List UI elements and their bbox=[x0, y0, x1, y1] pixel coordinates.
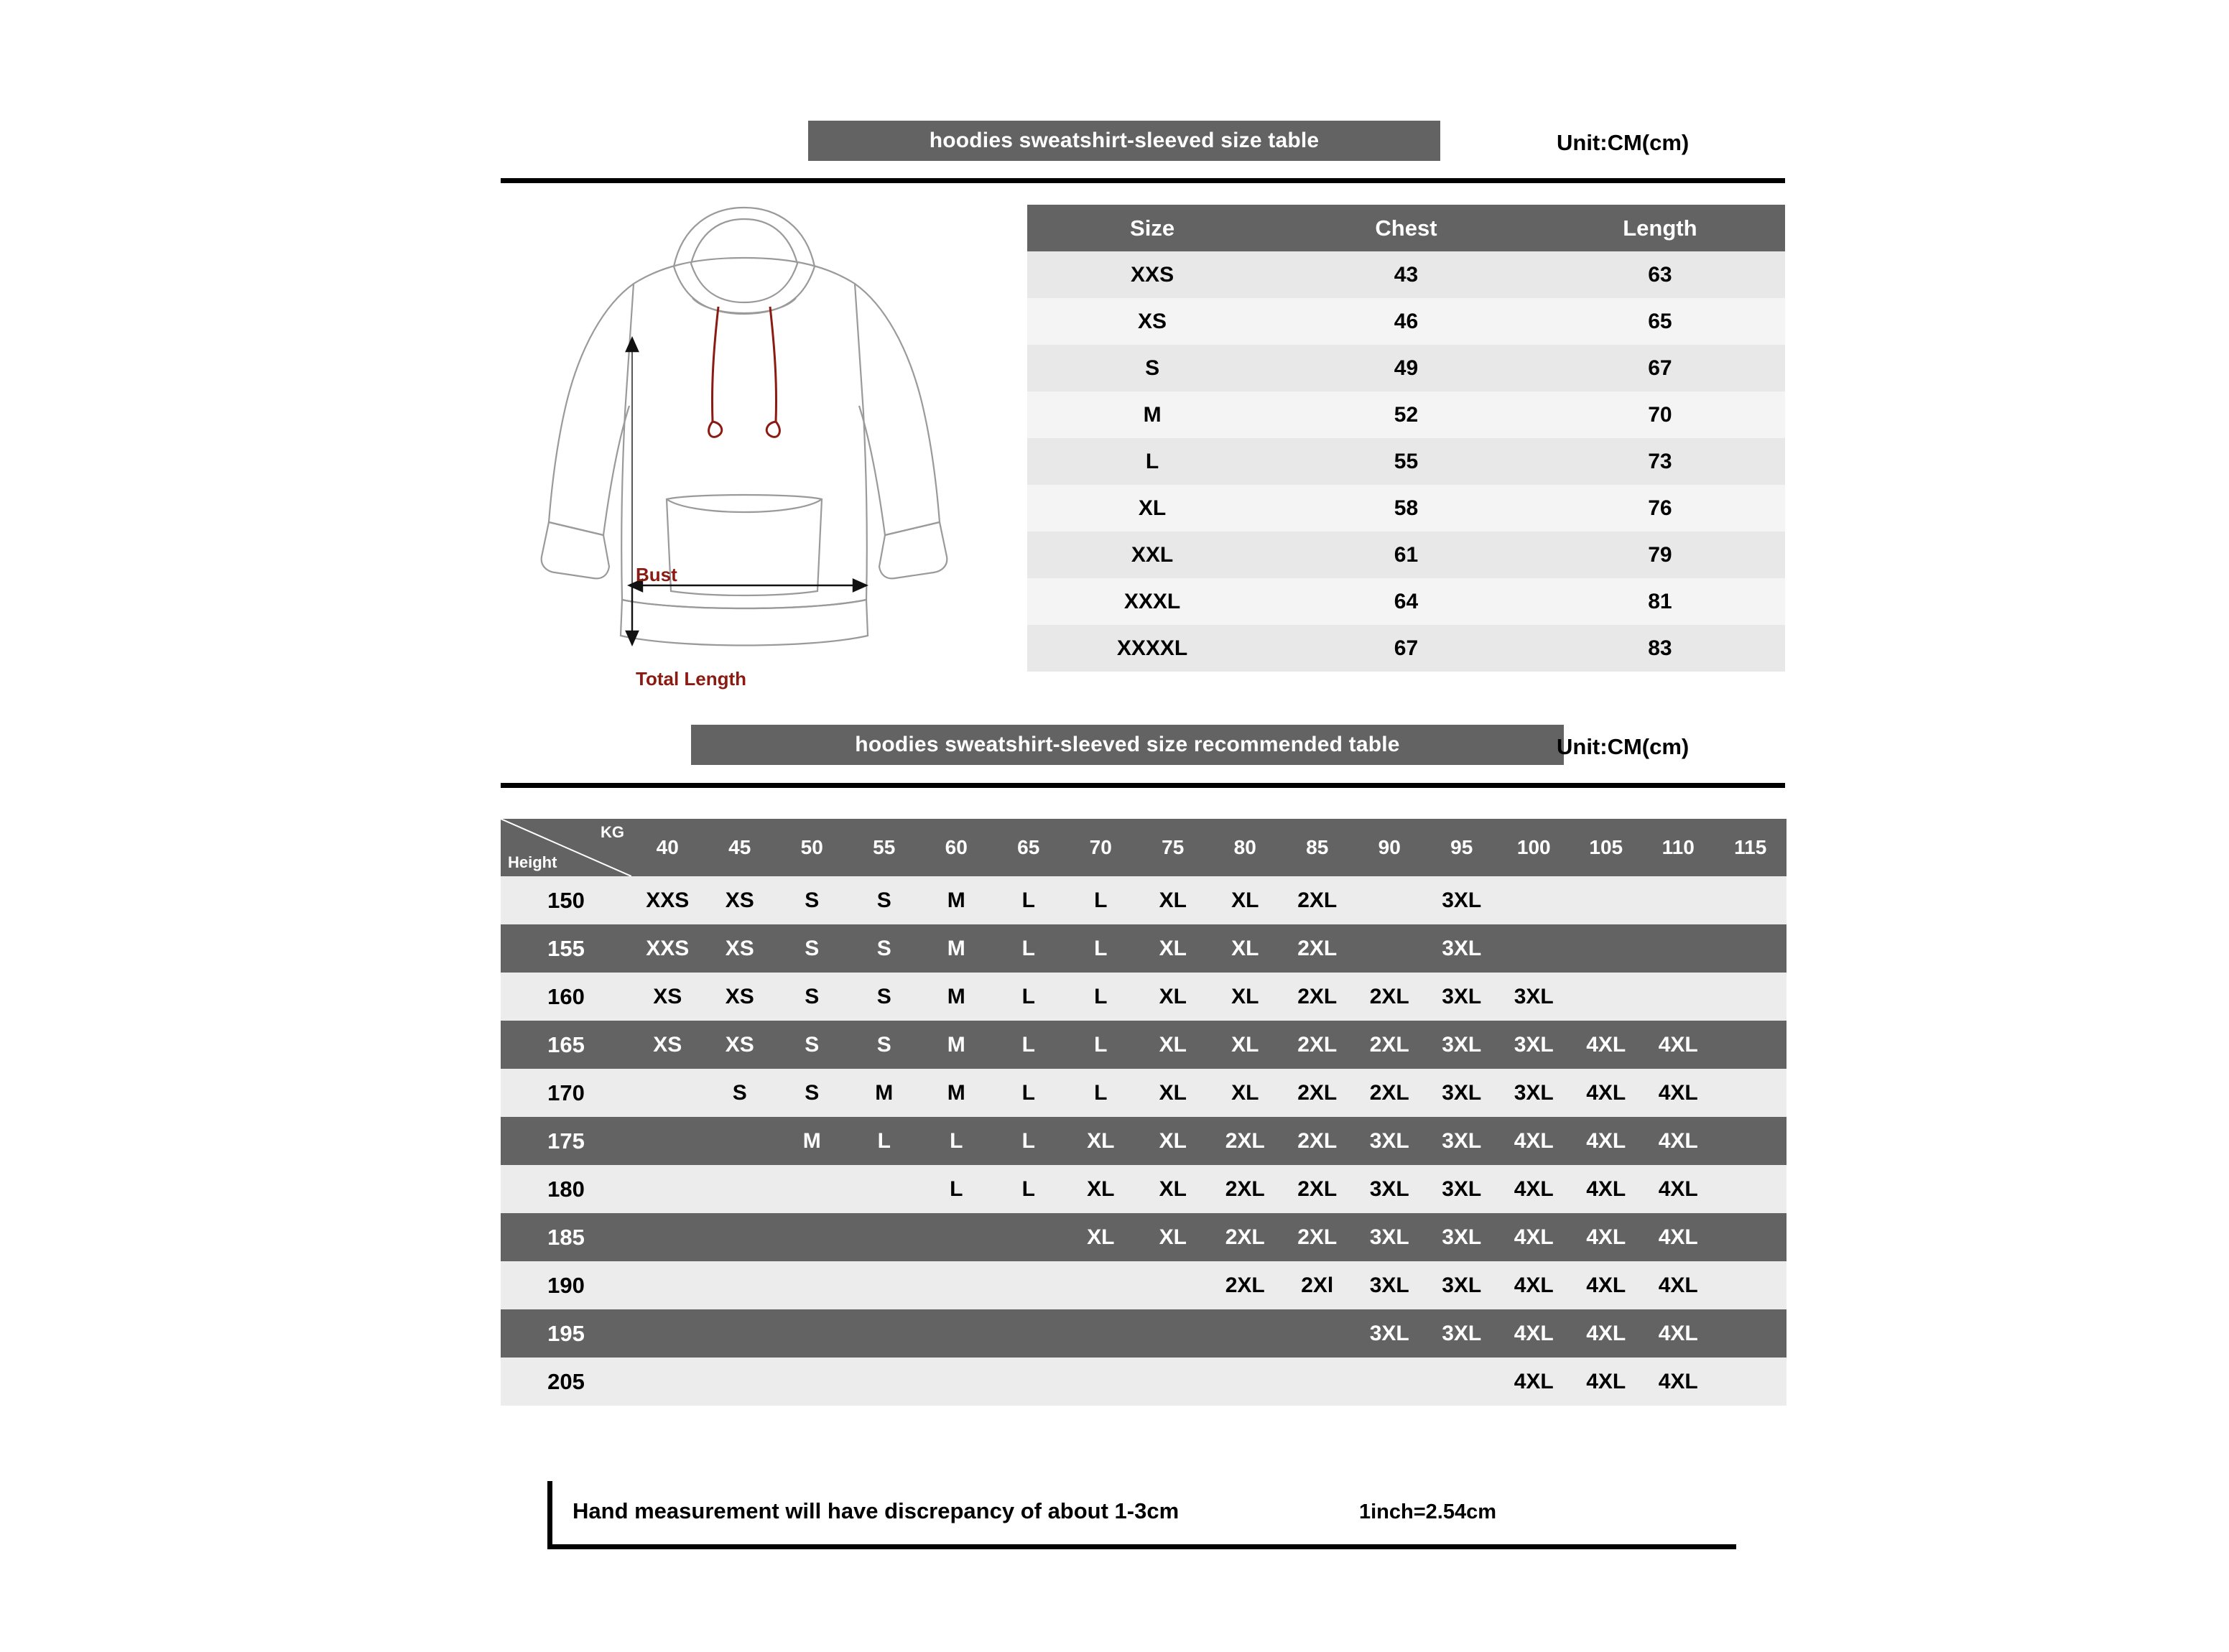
size-cell: XL bbox=[1137, 1165, 1210, 1213]
size-cell bbox=[704, 1117, 777, 1165]
height-cell: 185 bbox=[501, 1213, 631, 1261]
size-cell: 4XL bbox=[1570, 1021, 1643, 1069]
table-row bbox=[1027, 438, 1785, 485]
table-row bbox=[1027, 251, 1785, 298]
size-cell: L bbox=[920, 1117, 993, 1165]
length-cell: 67 bbox=[1535, 345, 1785, 391]
size-cell bbox=[704, 1309, 777, 1358]
size-cell: 3XL bbox=[1498, 1069, 1570, 1117]
size-cell: XL bbox=[1137, 1021, 1210, 1069]
size-cell: 2XL bbox=[1209, 1261, 1282, 1309]
weight-header: 85 bbox=[1282, 819, 1354, 876]
size-cell: L bbox=[920, 1165, 993, 1213]
weight-header: 40 bbox=[631, 819, 704, 876]
height-cell: 205 bbox=[501, 1358, 631, 1406]
size-cell bbox=[1715, 1309, 1787, 1358]
size-cell: 4XL bbox=[1642, 1021, 1715, 1069]
size-table-unit-label: Unit:CM(cm) bbox=[1557, 130, 1690, 155]
size-cell: XL bbox=[1065, 1165, 1137, 1213]
weight-header: 95 bbox=[1426, 819, 1498, 876]
length-cell: 63 bbox=[1535, 251, 1785, 298]
size-cell: XS bbox=[631, 973, 704, 1021]
size-cell bbox=[1570, 924, 1643, 973]
size-cell bbox=[848, 1309, 921, 1358]
size-cell: XS bbox=[1027, 298, 1277, 345]
size-cell bbox=[1498, 876, 1570, 924]
size-cell bbox=[1715, 1358, 1787, 1406]
table-row bbox=[1027, 485, 1785, 532]
size-cell: L bbox=[993, 876, 1065, 924]
chest-cell: 46 bbox=[1277, 298, 1535, 345]
corner-height-label: Height bbox=[508, 853, 557, 871]
size-cell: 4XL bbox=[1570, 1117, 1643, 1165]
weight-header: 105 bbox=[1570, 819, 1643, 876]
size-cell bbox=[1282, 1309, 1354, 1358]
rec-table-title: hoodies sweatshirt-sleeved size recommended table bbox=[855, 733, 1400, 756]
size-cell: S bbox=[848, 924, 921, 973]
size-cell bbox=[1715, 1069, 1787, 1117]
size-cell bbox=[704, 1165, 777, 1213]
weight-header: 55 bbox=[848, 819, 921, 876]
size-cell: 3XL bbox=[1498, 973, 1570, 1021]
size-cell bbox=[1137, 1261, 1210, 1309]
size-table-col-size: Size bbox=[1027, 205, 1277, 251]
size-cell bbox=[848, 1261, 921, 1309]
table-row bbox=[501, 1358, 1787, 1406]
height-cell: 170 bbox=[501, 1069, 631, 1117]
length-cell: 83 bbox=[1535, 625, 1785, 672]
size-cell bbox=[776, 1309, 848, 1358]
size-cell: 4XL bbox=[1498, 1117, 1570, 1165]
weight-header: 70 bbox=[1065, 819, 1137, 876]
size-cell: 4XL bbox=[1642, 1117, 1715, 1165]
rec-table-title-bar bbox=[691, 725, 1564, 765]
size-cell bbox=[631, 1309, 704, 1358]
size-cell: 2XL bbox=[1282, 973, 1354, 1021]
size-cell bbox=[848, 1358, 921, 1406]
size-cell bbox=[1715, 1261, 1787, 1309]
size-cell: 4XL bbox=[1642, 1213, 1715, 1261]
table-row bbox=[501, 1165, 1787, 1213]
weight-header: 45 bbox=[704, 819, 777, 876]
size-cell: 3XL bbox=[1426, 1309, 1498, 1358]
table-row bbox=[1027, 298, 1785, 345]
size-cell bbox=[704, 1261, 777, 1309]
size-cell bbox=[1065, 1261, 1137, 1309]
table-row bbox=[1027, 532, 1785, 578]
size-cell: 4XL bbox=[1642, 1309, 1715, 1358]
size-cell: 3XL bbox=[1353, 1165, 1426, 1213]
height-cell: 150 bbox=[501, 876, 631, 924]
table-row bbox=[1027, 345, 1785, 391]
size-cell: 4XL bbox=[1642, 1069, 1715, 1117]
size-cell: 4XL bbox=[1570, 1069, 1643, 1117]
size-cell: XL bbox=[1209, 1021, 1282, 1069]
size-cell bbox=[776, 1165, 848, 1213]
size-cell: XL bbox=[1027, 485, 1277, 532]
size-cell: M bbox=[1027, 391, 1277, 438]
size-cell: 3XL bbox=[1426, 1117, 1498, 1165]
size-cell: M bbox=[920, 1069, 993, 1117]
hoodie-drawing bbox=[496, 198, 1006, 700]
footer-left-rule bbox=[547, 1481, 552, 1549]
size-cell bbox=[1715, 876, 1787, 924]
table-row bbox=[1027, 578, 1785, 625]
size-cell: L bbox=[993, 1021, 1065, 1069]
size-cell: XS bbox=[631, 1021, 704, 1069]
size-cell: 3XL bbox=[1426, 1213, 1498, 1261]
size-cell: L bbox=[1065, 1069, 1137, 1117]
hoodie-illustration bbox=[496, 198, 1006, 700]
size-cell: L bbox=[993, 973, 1065, 1021]
size-cell: XL bbox=[1137, 1117, 1210, 1165]
size-cell: L bbox=[848, 1117, 921, 1165]
size-cell: L bbox=[1065, 1021, 1137, 1069]
size-cell bbox=[1715, 1021, 1787, 1069]
size-cell bbox=[631, 1213, 704, 1261]
size-table-title: hoodies sweatshirt-sleeved size table bbox=[929, 129, 1320, 152]
size-cell: M bbox=[776, 1117, 848, 1165]
size-cell: 3XL bbox=[1353, 1213, 1426, 1261]
size-cell: 4XL bbox=[1642, 1358, 1715, 1406]
size-cell bbox=[631, 1261, 704, 1309]
size-cell: 4XL bbox=[1570, 1213, 1643, 1261]
height-cell: 175 bbox=[501, 1117, 631, 1165]
size-cell: XXXXL bbox=[1027, 625, 1277, 672]
size-cell: XL bbox=[1209, 876, 1282, 924]
size-cell bbox=[1498, 924, 1570, 973]
footer-bottom-rule bbox=[547, 1544, 1736, 1549]
table-row bbox=[501, 973, 1787, 1021]
size-cell bbox=[776, 1213, 848, 1261]
weight-header: 75 bbox=[1137, 819, 1210, 876]
size-cell: 2XL bbox=[1353, 1021, 1426, 1069]
size-cell bbox=[776, 1358, 848, 1406]
size-cell: 4XL bbox=[1642, 1165, 1715, 1213]
height-cell: 195 bbox=[501, 1309, 631, 1358]
size-cell: XXL bbox=[1027, 532, 1277, 578]
chest-cell: 52 bbox=[1277, 391, 1535, 438]
table-row bbox=[501, 876, 1787, 924]
divider-top bbox=[501, 178, 1785, 183]
size-cell: 2XL bbox=[1282, 876, 1354, 924]
weight-header: 90 bbox=[1353, 819, 1426, 876]
table-row bbox=[501, 1309, 1787, 1358]
footer-note bbox=[547, 1481, 1736, 1549]
size-cell: XL bbox=[1137, 876, 1210, 924]
size-cell bbox=[1642, 973, 1715, 1021]
size-cell: 2XL bbox=[1209, 1165, 1282, 1213]
size-cell: 2XL bbox=[1209, 1213, 1282, 1261]
size-cell bbox=[631, 1117, 704, 1165]
size-cell bbox=[993, 1358, 1065, 1406]
size-cell: M bbox=[920, 876, 993, 924]
size-cell bbox=[848, 1165, 921, 1213]
rec-table-unit-label: Unit:CM(cm) bbox=[1557, 734, 1690, 759]
height-cell: 190 bbox=[501, 1261, 631, 1309]
weight-header: 100 bbox=[1498, 819, 1570, 876]
weight-header: 115 bbox=[1715, 819, 1787, 876]
table-row bbox=[501, 1213, 1787, 1261]
size-cell bbox=[920, 1261, 993, 1309]
size-cell: 2XL bbox=[1282, 1165, 1354, 1213]
size-cell: XL bbox=[1137, 1213, 1210, 1261]
size-cell: 3XL bbox=[1353, 1117, 1426, 1165]
size-cell bbox=[776, 1261, 848, 1309]
size-cell: XXS bbox=[631, 876, 704, 924]
size-cell: XXS bbox=[1027, 251, 1277, 298]
size-cell bbox=[1642, 876, 1715, 924]
size-cell: L bbox=[993, 1069, 1065, 1117]
size-cell bbox=[993, 1213, 1065, 1261]
size-cell bbox=[631, 1165, 704, 1213]
size-cell: S bbox=[776, 876, 848, 924]
height-cell: 180 bbox=[501, 1165, 631, 1213]
size-cell: 3XL bbox=[1353, 1261, 1426, 1309]
size-table-title-bar bbox=[808, 121, 1440, 161]
size-cell: 2XL bbox=[1282, 1117, 1354, 1165]
size-cell: 3XL bbox=[1426, 1165, 1498, 1213]
size-cell: 2XL bbox=[1353, 1069, 1426, 1117]
table-row bbox=[1027, 391, 1785, 438]
size-table-col-length: Length bbox=[1535, 205, 1785, 251]
weight-header: 60 bbox=[920, 819, 993, 876]
size-cell: XS bbox=[704, 924, 777, 973]
size-cell: 4XL bbox=[1570, 1261, 1643, 1309]
footer-conversion-text: 1inch=2.54cm bbox=[1359, 1500, 1497, 1523]
size-cell: 4XL bbox=[1498, 1261, 1570, 1309]
size-cell bbox=[993, 1309, 1065, 1358]
corner-kg-label: KG bbox=[601, 823, 624, 841]
chest-cell: 55 bbox=[1277, 438, 1535, 485]
rec-table-corner-cell bbox=[501, 819, 631, 876]
recommended-size-table bbox=[501, 819, 1787, 1406]
size-cell: S bbox=[1027, 345, 1277, 391]
chest-cell: 58 bbox=[1277, 485, 1535, 532]
table-row bbox=[501, 924, 1787, 973]
length-cell: 65 bbox=[1535, 298, 1785, 345]
length-cell: 76 bbox=[1535, 485, 1785, 532]
footer-note-text: Hand measurement will have discrepancy of about 1-3cm bbox=[573, 1498, 1180, 1523]
weight-header: 110 bbox=[1642, 819, 1715, 876]
bust-label: Bust bbox=[636, 564, 677, 585]
size-cell: S bbox=[776, 1021, 848, 1069]
size-cell: 2XL bbox=[1209, 1117, 1282, 1165]
table-row bbox=[501, 1261, 1787, 1309]
size-cell bbox=[1137, 1358, 1210, 1406]
size-cell: S bbox=[848, 973, 921, 1021]
length-cell: 81 bbox=[1535, 578, 1785, 625]
table-row bbox=[501, 1021, 1787, 1069]
divider-mid bbox=[501, 783, 1785, 788]
weight-header: 50 bbox=[776, 819, 848, 876]
length-cell: 70 bbox=[1535, 391, 1785, 438]
size-cell: 3XL bbox=[1426, 924, 1498, 973]
length-cell: 79 bbox=[1535, 532, 1785, 578]
size-cell bbox=[1570, 973, 1643, 1021]
size-cell: S bbox=[848, 876, 921, 924]
table-row bbox=[501, 1117, 1787, 1165]
height-cell: 160 bbox=[501, 973, 631, 1021]
size-cell: S bbox=[776, 924, 848, 973]
size-cell: XL bbox=[1137, 924, 1210, 973]
size-table-col-chest: Chest bbox=[1277, 205, 1535, 251]
size-cell: 3XL bbox=[1426, 1261, 1498, 1309]
height-cell: 155 bbox=[501, 924, 631, 973]
size-cell: M bbox=[848, 1069, 921, 1117]
weight-header: 65 bbox=[993, 819, 1065, 876]
size-cell bbox=[1065, 1309, 1137, 1358]
rec-table-header-row bbox=[501, 819, 1787, 876]
size-cell: XL bbox=[1137, 1069, 1210, 1117]
size-table bbox=[1027, 205, 1785, 672]
table-row bbox=[501, 1069, 1787, 1117]
size-cell bbox=[1282, 1358, 1354, 1406]
size-cell: XS bbox=[704, 876, 777, 924]
chest-cell: 67 bbox=[1277, 625, 1535, 672]
size-cell bbox=[1715, 1213, 1787, 1261]
size-cell: 4XL bbox=[1570, 1309, 1643, 1358]
size-cell: 3XL bbox=[1353, 1309, 1426, 1358]
size-cell bbox=[1209, 1358, 1282, 1406]
height-cell: 165 bbox=[501, 1021, 631, 1069]
size-cell bbox=[1715, 924, 1787, 973]
chest-cell: 61 bbox=[1277, 532, 1535, 578]
size-cell bbox=[1715, 1117, 1787, 1165]
size-cell: 3XL bbox=[1426, 973, 1498, 1021]
size-cell: 2XL bbox=[1282, 1213, 1354, 1261]
size-cell: 4XL bbox=[1570, 1165, 1643, 1213]
chest-cell: 64 bbox=[1277, 578, 1535, 625]
size-cell: L bbox=[1065, 924, 1137, 973]
size-cell: L bbox=[993, 1165, 1065, 1213]
size-cell: M bbox=[920, 973, 993, 1021]
size-cell: S bbox=[776, 973, 848, 1021]
size-cell: XL bbox=[1065, 1213, 1137, 1261]
weight-header: 80 bbox=[1209, 819, 1282, 876]
size-cell bbox=[1137, 1309, 1210, 1358]
size-cell: S bbox=[776, 1069, 848, 1117]
size-table-header-row bbox=[1027, 205, 1785, 251]
size-cell bbox=[1426, 1358, 1498, 1406]
size-cell bbox=[920, 1358, 993, 1406]
size-cell: XL bbox=[1137, 973, 1210, 1021]
size-cell bbox=[1715, 1165, 1787, 1213]
size-cell: 2XL bbox=[1282, 1069, 1354, 1117]
size-cell: 4XL bbox=[1642, 1261, 1715, 1309]
size-cell: XS bbox=[704, 973, 777, 1021]
size-cell: 2XL bbox=[1282, 924, 1354, 973]
size-cell bbox=[1209, 1309, 1282, 1358]
chest-cell: 49 bbox=[1277, 345, 1535, 391]
size-cell bbox=[1570, 876, 1643, 924]
size-cell bbox=[1642, 924, 1715, 973]
size-cell bbox=[631, 1069, 704, 1117]
size-cell: XL bbox=[1065, 1117, 1137, 1165]
size-cell: XL bbox=[1209, 924, 1282, 973]
size-cell: 2Xl bbox=[1282, 1261, 1354, 1309]
size-cell bbox=[993, 1261, 1065, 1309]
length-cell: 73 bbox=[1535, 438, 1785, 485]
size-cell: 4XL bbox=[1498, 1213, 1570, 1261]
size-cell: 4XL bbox=[1498, 1309, 1570, 1358]
size-cell: 4XL bbox=[1498, 1165, 1570, 1213]
size-cell: S bbox=[848, 1021, 921, 1069]
table-row bbox=[1027, 625, 1785, 672]
size-cell: 3XL bbox=[1426, 876, 1498, 924]
size-cell bbox=[920, 1309, 993, 1358]
size-cell: L bbox=[993, 924, 1065, 973]
size-cell: L bbox=[1027, 438, 1277, 485]
size-cell: 3XL bbox=[1498, 1021, 1570, 1069]
size-cell: XXXL bbox=[1027, 578, 1277, 625]
size-cell: L bbox=[1065, 973, 1137, 1021]
size-cell: S bbox=[704, 1069, 777, 1117]
size-cell bbox=[1353, 924, 1426, 973]
size-cell: XL bbox=[1209, 1069, 1282, 1117]
size-cell bbox=[1353, 1358, 1426, 1406]
size-cell: 2XL bbox=[1353, 973, 1426, 1021]
total-length-label: Total Length bbox=[636, 668, 747, 690]
size-cell bbox=[1065, 1358, 1137, 1406]
size-cell: 4XL bbox=[1570, 1358, 1643, 1406]
size-cell bbox=[1715, 973, 1787, 1021]
size-cell: L bbox=[1065, 876, 1137, 924]
size-cell: 3XL bbox=[1426, 1069, 1498, 1117]
size-cell: M bbox=[920, 1021, 993, 1069]
size-cell bbox=[631, 1358, 704, 1406]
chest-cell: 43 bbox=[1277, 251, 1535, 298]
size-cell: XXS bbox=[631, 924, 704, 973]
size-cell: 2XL bbox=[1282, 1021, 1354, 1069]
size-cell bbox=[704, 1358, 777, 1406]
size-cell bbox=[704, 1213, 777, 1261]
size-cell bbox=[848, 1213, 921, 1261]
size-cell: L bbox=[993, 1117, 1065, 1165]
size-cell: 3XL bbox=[1426, 1021, 1498, 1069]
size-cell: 4XL bbox=[1498, 1358, 1570, 1406]
size-cell: XS bbox=[704, 1021, 777, 1069]
size-cell: M bbox=[920, 924, 993, 973]
size-cell bbox=[1353, 876, 1426, 924]
size-cell bbox=[920, 1213, 993, 1261]
size-cell: XL bbox=[1209, 973, 1282, 1021]
